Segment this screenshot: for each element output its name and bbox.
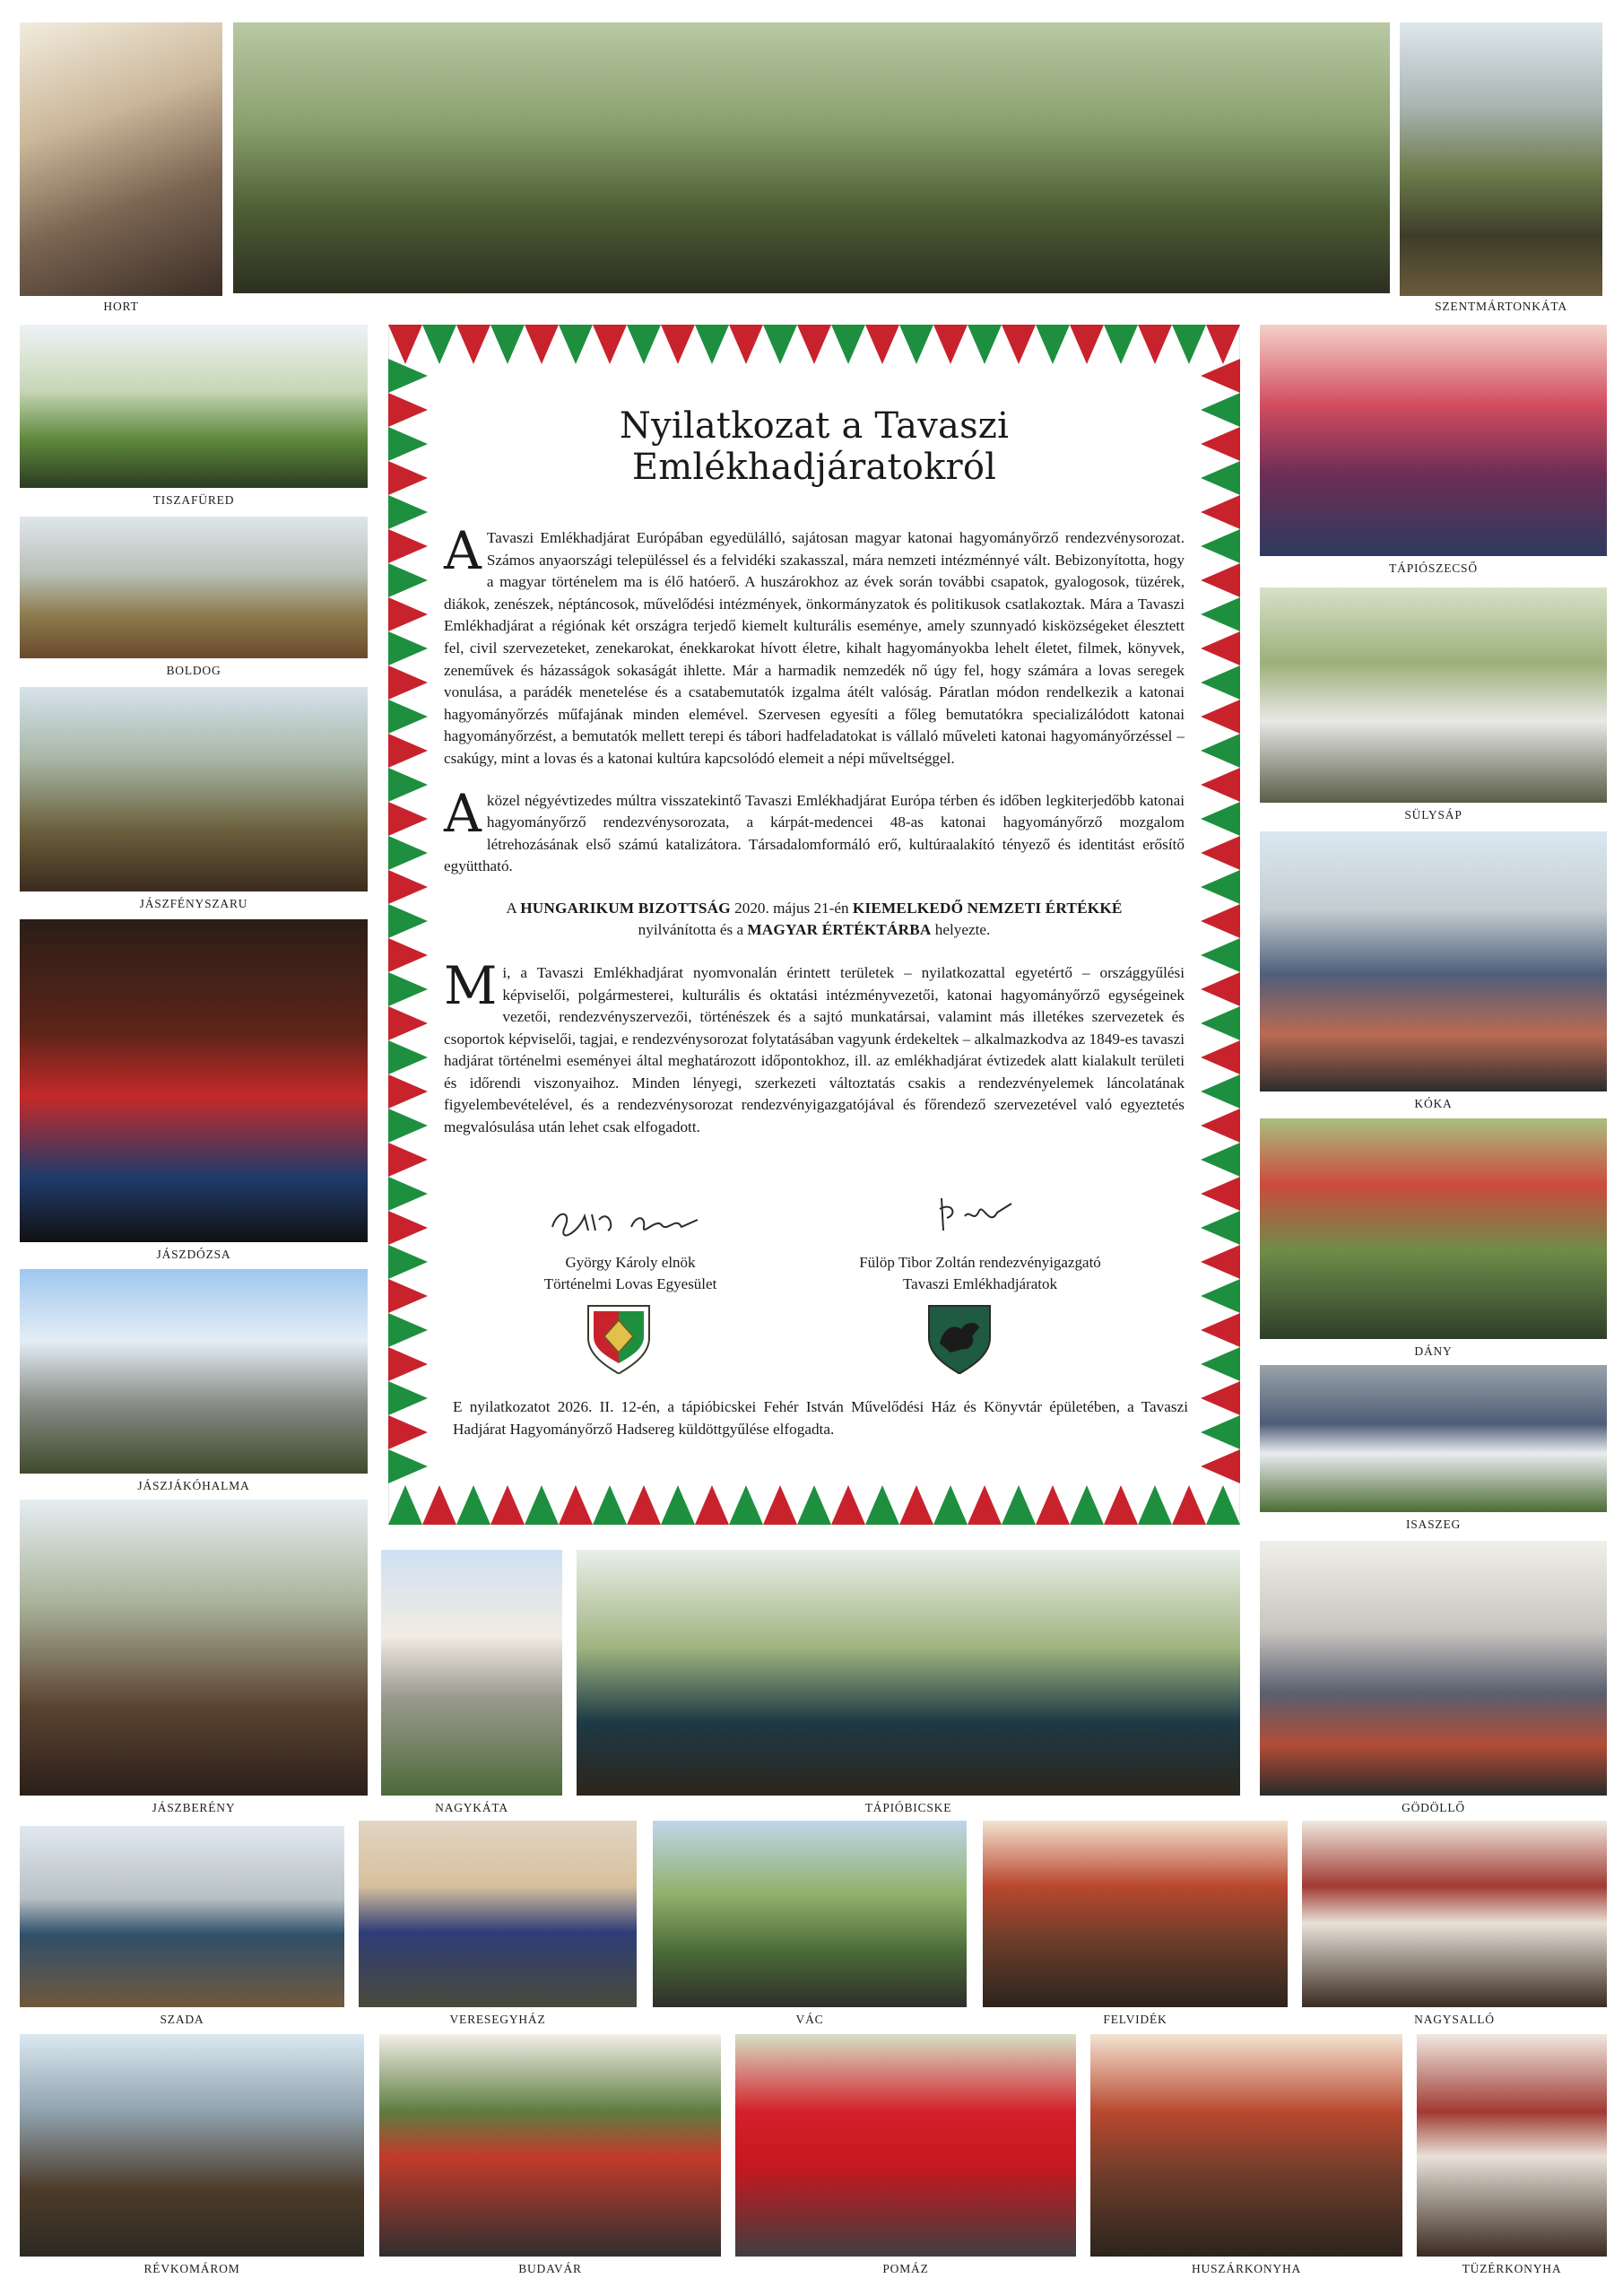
paragraph-4-text: i, a Tavaszi Emlékhadjárat nyomvonalán érintett területek – nyilatkozattal egyetértő – országgyűlési képviselői, polgármesterei, kulturális és oktatási intézményvezetői, katonai hagyományőrző egységeinek vezetői, rendezvényszervezői, történészek és a sajtó munkatársai, valamint más illetékes szervezetek és csoportok képviselői, tagjai, e rendezvénysorozat folytatásában vagyunk érdekeltek – alkalmazkodva az 1849-es tavaszi hadjárat történelmi eseményei által meghatározott időpontokhoz, ill. az emlékhadjárat évtizedek alatt kialakult területi és időrendi viszonyaihoz. Minden lényegi, szerkezeti változtatás csakis a rendezvényelemek láncolatának figyelembevételével, és a rendezvénysorozat rendezvényigazgatójával és főrendező szervezetével való egyeztetés megvalósulása után lehet csak elfogadott.: [444, 963, 1185, 1136]
photo-image: [1260, 1365, 1607, 1512]
photo-hort: [20, 22, 222, 314]
photo-szada: [20, 1826, 344, 2027]
photo-isaszeg: [1260, 1365, 1607, 1532]
photo-image: [20, 325, 368, 488]
paragraph-1: [444, 520, 1185, 770]
text-fragment: helyezte.: [934, 920, 991, 938]
photo-huszarkonyha: [1090, 2034, 1402, 2276]
photo-image: [20, 1826, 344, 2007]
paragraph-2-text: közel négyévtizedes múltra visszatekintő Tavaszi Emlékhadjárat Európa térben és időben legkiterjedőbb katonai hagyományőrző rendezvénysorozata, a kárpát-medencei 48-as katonai hagyományőrző mozgalom létrehozásának első számú katalizátora. Társadalomformáló erő, kultúraalakító tényező és identitást erősítő együttható.: [444, 791, 1185, 875]
photo-cavalry-procession: [233, 22, 1390, 293]
photo-tapioszecso: [1260, 325, 1607, 576]
photo-caption: POMÁZ: [882, 2262, 929, 2275]
photo-image: [1260, 325, 1607, 556]
photo-image: [20, 1269, 368, 1474]
declaration-title: Nyilatkozat a Tavaszi Emlékhadjáratokról: [619, 405, 1010, 488]
photo-jaszfenyszaru: [20, 687, 368, 911]
tavaszi-emlekhadjarat-crest-icon: [924, 1300, 995, 1378]
photo-image: [1417, 2034, 1607, 2257]
signatory-1-name: György Károly elnök: [565, 1254, 696, 1271]
photo-pomaz: [735, 2034, 1076, 2276]
photo-koka: [1260, 831, 1607, 1111]
text-fragment: A: [506, 899, 516, 917]
photo-caption: HUSZÁRKONYHA: [1191, 2262, 1302, 2275]
photo-jaszbereny: [20, 1500, 368, 1815]
photo-image: [233, 22, 1390, 293]
photo-jaszdozsa: [20, 919, 368, 1262]
photo-image: [20, 687, 368, 891]
paragraph-1-text: Tavaszi Emlékhadjárat Európában egyedülálló, sajátosan magyar katonai hagyományőrző rendezvénysorozat. Számos anyaországi településsel és a felvidéki szakasszal, mára nemzeti intézménnyé vált. Bebizonyította, hogy a magyar történelem ma is élő hatóerő. A huszárokhoz az évek során további csapatok, gyalogosok, tüzérek, diákok, zenészek, néptáncosok, művelődési intézmények, önkormányzatok és politikusok csatlakoztak. Mára a Tavaszi Emlékhadjárat a régiónak két országra terjedő kiemelt kulturális eseménye, amely szunnyadó kisközségeket élesztett fel, civil szervezeteket, zenekarokat, énekkarokat hívott életre, kihalt hagyományokba lehelt életet, filmek, könyvek, zeneművek és házasságok sokaságát ihlette. Már a harmadik nemzedék nő úgy fel, hogy számára a lovas seregek vonulása, a parádék menetelése és a csatabemutatók izgalma átélt valóság. Páratlan módon rendelkezik a katonai hagyományőrzés műfajának minden elemével. Szervesen egyesíti a főleg bemutatókra specializálódott katonai hagyományőrzést, a bemutatók mellett terepi és tábori hadfeladatokat is vállaló műveleti katonai hagyományőrzéssel – csakúgy, mint a lovas és a katonai kultúra kapcsolódó elemeit a népi műveltséggel.: [444, 529, 1185, 767]
photo-caption: TISZAFÜRED: [152, 493, 235, 507]
photo-image: [20, 1500, 368, 1796]
photo-caption: RÉVKOMÁROM: [143, 2262, 240, 2275]
photo-boldog: [20, 517, 368, 678]
dropcap: A: [444, 520, 482, 581]
photo-caption: ISASZEG: [1405, 1518, 1462, 1531]
photo-image: [735, 2034, 1076, 2257]
paragraph-4: [444, 954, 1185, 1139]
text-fragment-bold: MAGYAR ÉRTÉKTÁRBA: [747, 920, 932, 938]
photo-szentmartonkata: [1400, 22, 1602, 314]
photo-image: [1400, 22, 1602, 296]
photo-image: [1260, 831, 1607, 1091]
photo-caption: JÁSZFÉNYSZARU: [139, 897, 248, 910]
photo-caption: BUDAVÁR: [518, 2262, 582, 2275]
signature-2: [931, 1191, 1029, 1241]
photo-caption: JÁSZBERÉNY: [152, 1801, 236, 1814]
photo-caption: SZADA: [160, 2013, 204, 2026]
photo-caption: VÁC: [795, 2013, 824, 2026]
declaration-panel: [388, 325, 1240, 1525]
photo-caption: JÁSZJÁKÓHALMA: [137, 1479, 250, 1492]
photo-tiszafured: [20, 325, 368, 508]
photo-image: [1260, 1541, 1607, 1796]
photo-caption: TÁPIÓBICSKE: [864, 1801, 952, 1814]
photo-nagysallo: [1302, 1821, 1607, 2027]
photo-godollo: [1260, 1541, 1607, 1815]
photo-image: [381, 1550, 562, 1796]
photo-caption: GÖDÖLLŐ: [1402, 1801, 1465, 1814]
photo-image: [1260, 1118, 1607, 1339]
photo-caption: TÜZÉRKONYHA: [1462, 2262, 1562, 2275]
signature-1: [545, 1200, 716, 1245]
dropcap: A: [444, 782, 482, 844]
photo-caption: NAGYKÁTA: [435, 1801, 508, 1814]
photo-caption: HORT: [103, 300, 139, 313]
photo-caption: FELVIDÉK: [1103, 2013, 1167, 2026]
photo-caption: TÁPIÓSZECSŐ: [1389, 561, 1478, 575]
photo-image: [359, 1821, 637, 2007]
photo-tuzerkonyha: [1417, 2034, 1607, 2276]
text-fragment-bold: HUNGARIKUM BIZOTTSÁG: [520, 899, 731, 917]
signatory-2-name: Fülöp Tibor Zoltán rendezvényigazgató: [859, 1254, 1101, 1271]
hungarikum-statement: [444, 898, 1185, 941]
photo-dany: [1260, 1118, 1607, 1359]
photo-sulysap: [1260, 587, 1607, 822]
photo-veresegyhaz: [359, 1821, 637, 2027]
signatory-2: [801, 1252, 1159, 1295]
photo-caption: SZENTMÁRTONKÁTA: [1435, 300, 1567, 313]
photo-nagykata: [381, 1550, 562, 1815]
photo-tapiobicske: [577, 1550, 1240, 1815]
photo-image: [1302, 1821, 1607, 2007]
photo-image: [20, 22, 222, 296]
signatory-1-org: Történelmi Lovas Egyesület: [543, 1275, 717, 1292]
photo-image: [1090, 2034, 1402, 2257]
declaration-text: [444, 405, 1185, 1139]
photo-image: [20, 919, 368, 1242]
photo-caption: NAGYSALLÓ: [1414, 2013, 1495, 2026]
photo-image: [20, 517, 368, 658]
paragraph-2: [444, 782, 1185, 878]
photo-image: [1260, 587, 1607, 803]
dropcap: M: [444, 954, 498, 1016]
signatory-1: [496, 1252, 765, 1295]
photo-caption: VERESEGYHÁZ: [449, 2013, 546, 2026]
photo-vac: [653, 1821, 967, 2027]
photo-caption: JÁSZDÓZSA: [156, 1248, 231, 1261]
photo-image: [577, 1550, 1240, 1796]
text-fragment: 2020. május 21-én: [734, 899, 849, 917]
photo-revkomarom: [20, 2034, 364, 2276]
lovas-egyesulet-crest-icon: [583, 1300, 655, 1378]
photo-image: [653, 1821, 967, 2007]
text-fragment: nyilvánította és a: [638, 920, 744, 938]
photo-budavar: [379, 2034, 721, 2276]
photo-felvidek: [983, 1821, 1288, 2027]
photo-jaszjakohalma: [20, 1269, 368, 1493]
photo-caption: BOLDOG: [166, 664, 221, 677]
photo-caption: KÓKA: [1414, 1097, 1453, 1110]
photo-image: [20, 2034, 364, 2257]
closing-statement: E nyilatkozatot 2026. II. 12-én, a tápióbicskei Fehér István Művelődési Ház és Könyvtár épületében, a Tavaszi Hadjárat Hagyományőrző Hadsereg küldöttgyűlése elfogadta.: [453, 1398, 1188, 1438]
photo-image: [983, 1821, 1288, 2007]
signatory-2-org: Tavaszi Emlékhadjáratok: [902, 1275, 1058, 1292]
photo-caption: DÁNY: [1414, 1344, 1453, 1358]
text-fragment-bold: KIEMELKEDŐ NEMZETI ÉRTÉKKÉ: [852, 899, 1123, 917]
photo-image: [379, 2034, 721, 2257]
photo-caption: SÜLYSÁP: [1404, 808, 1462, 822]
